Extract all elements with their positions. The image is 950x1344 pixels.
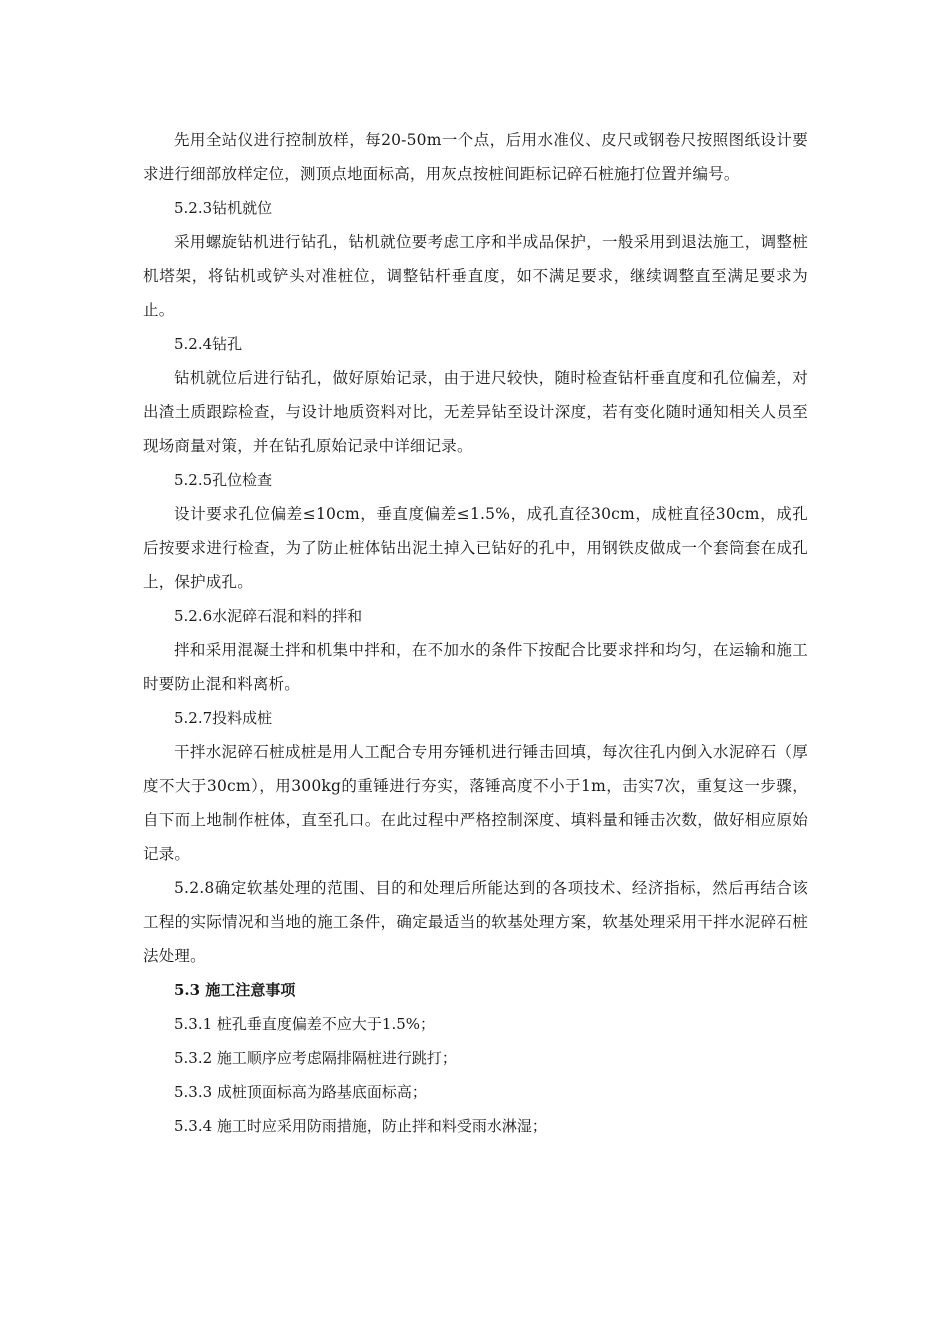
list-item-5-3-2: 5.3.2 施工顺序应考虑隔排隔桩进行跳打；: [174, 1049, 457, 1067]
paragraph-mixing: 拌和采用混凝土拌和机集中拌和，在不加水的条件下按配合比要求拌和均匀，在运输和施工时要防止混和料离析。: [143, 641, 808, 693]
paragraph-hole-inspection: 设计要求孔位偏差≤10cm，垂直度偏差≤1.5%，成孔直径30cm，成桩直径30cm，成孔后按要求进行检查，为了防止桩体钻出泥土掉入已钻好的孔中，用钢铁皮做成一个套筒套在成孔上，保护成孔。: [143, 505, 808, 591]
list-item-5-3-4: 5.3.4 施工时应采用防雨措施，防止拌和料受雨水淋湿；: [174, 1117, 547, 1135]
heading-5-2-5: 5.2.5孔位检查: [174, 471, 273, 489]
heading-5-2-6: 5.2.6水泥碎石混和料的拌和: [174, 607, 363, 625]
heading-5-2-3: 5.2.3钻机就位: [174, 199, 273, 217]
document-page: [143, 123, 808, 1143]
list-item-5-3-1: 5.3.1 桩孔垂直度偏差不应大于1.5%；: [174, 1015, 436, 1033]
section-heading-5-3: 5.3 施工注意事项: [174, 981, 296, 999]
paragraph-layout-survey: 先用全站仪进行控制放样，每20-50m一个点，后用水准仪、皮尺或钢卷尺按照图纸设计要求进行细部放样定位，测顶点地面标高，用灰点按桩间距标记碎石桩施打位置并编号。: [143, 131, 808, 183]
paragraph-pile-forming: 干拌水泥碎石桩成桩是用人工配合专用夯锤机进行锤击回填，每次往孔内倒入水泥碎石（厚度不大于30cm），用300kg的重锤进行夯实，落锤高度不小于1m，击实7次，重复这一步骤，自下而上地制作桩体，直至孔口。在此过程中严格控制深度、填料量和锤击次数，做好相应原始记录。: [143, 743, 808, 863]
heading-5-2-4: 5.2.4钻孔: [174, 335, 243, 353]
paragraph-5-2-8: 5.2.8确定软基处理的范围、目的和处理后所能达到的各项技术、经济指标，然后再结合该工程的实际情况和当地的施工条件，确定最适当的软基处理方案，软基处理采用干拌水泥碎石桩法处理。: [143, 879, 808, 965]
paragraph-drill-positioning: 采用螺旋钻机进行钻孔，钻机就位要考虑工序和半成品保护，一般采用到退法施工，调整桩机塔架，将钻机或铲头对准桩位，调整钻杆垂直度，如不满足要求，继续调整直至满足要求为止。: [143, 233, 808, 319]
list-item-5-3-3: 5.3.3 成桩顶面标高为路基底面标高；: [174, 1083, 427, 1101]
heading-5-2-7: 5.2.7投料成桩: [174, 709, 273, 727]
paragraph-drilling: 钻机就位后进行钻孔，做好原始记录，由于进尺较快，随时检查钻杆垂直度和孔位偏差，对出渣土质跟踪检查，与设计地质资料对比，无差异钻至设计深度，若有变化随时通知相关人员至现场商量对策，并在钻孔原始记录中详细记录。: [143, 369, 808, 455]
